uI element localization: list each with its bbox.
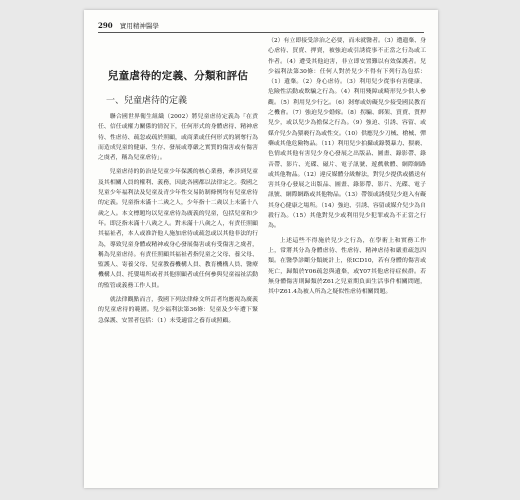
paragraph: 上述這些不得施於兒少之行為，在學術上和實務工作上，常將其分為身體虐待、性虐待、精神虐待和嚴重疏忽四類。在醫學診斷分類統計上，依ICD10，若有身體的傷害或死亡，歸類於Y06疏忽與遺棄，或Y07其他虐待症候群。若無身體傷害則歸類於Z61之兒童期負面生活事件相關問題，其中Z61.4為被人所為之疑似性虐待相關問題。	[268, 237, 426, 296]
paragraph: （2）有立即接受診治之必要，而未就醫者。（3）遭遺棄、身心虐待、買賣、押賣，被強迫或引誘從事不正當之行為或工作者。（4）遭受其他迫害，非立即安置難以有效保護者。兒少福利法第30條：任何人對於兒少不得有下列行為包括：（1）遺棄。（2）身心虐待。（3）利用兒少從事有害健康、危險性活動或欺騙之行為。（4）利用殘障或畸形兒少供人參觀。（5）利用兒少行乞。（6）剝奪或妨礙兒少接受國民教育之機會。（7）強迫兒少婚嫁。（8）拐騙、綁架、買賣、質押兒少，或以兒少為擔保之行為。（9）強迫、引誘、容留、或媒介兒少為猥褻行為或性交。（10）供應兒少刀械、槍械、彈藥或其他危險物品。（11）利用兒少拍攝或錄製暴力、猥褻、色情或其他有害兒少身心發展之出版品、圖畫、錄影帶、錄音帶、影片、光碟、磁片、電子訊號、遊戲軟體、網際網路或其他物品。（12）違反媒體分級辦法，對兒少提供或播送有害其身心發展之出版品、圖畫、錄影帶、影片、光碟、電子訊號、網際網路或其他物品。（13）帶領或誘使兒少進入有礙其身心健康之場所。（14）強迫、引誘、容留或媒介兒少為自殺行為。（15）其他對兒少或利用兒少犯罪或為不正當之行為。	[268, 38, 426, 230]
right-column	[268, 36, 426, 301]
running-header	[98, 20, 424, 33]
book-page	[84, 10, 438, 488]
paragraph: 聯合國世界衛生組織（2002）將兒童虐待定義為「在責任、信任或權力關係的情況下，任何形式的身體虐待、精神虐待、性虐待、疏忽或疏於照顧，或商業或任何形式的剝奪行為而造成兒童的健康、生存、發展或尊嚴之實質的傷害或有傷害之虞者，稱為兒童虐待」。	[98, 114, 258, 162]
paragraph: 就法律觀點而言，我國下列法律條文所訂者均應視為廣義的兒童虐待的範圍。兒少福利法第36條：兒童及少年遭下緊急保護、安置者包括：（1）未受適當之養育或照顧。	[98, 297, 258, 324]
book-title: 實用精神醫學	[119, 22, 159, 30]
left-column	[98, 68, 258, 330]
section-title: 一、兒童虐待的定義	[106, 96, 188, 106]
page-number: 290	[98, 21, 113, 30]
chapter-title: 兒童虐待的定義、分類和評估	[107, 70, 249, 82]
paragraph: 兒童虐待的防治是兒童少年保護的核心業務，牽涉到兒童及其相關人員的權利、義務，因此各國都以法律定之。我國之兒童少年福利法及兒童及青少年性交易防制條例均有兒童虐待的定義。兒童指未滿十二歲之人，少年指十二歲以上未滿十八歲之人。本文標題均以兒童虐待為廣義的兒童，包括兒童和少年。即泛指未滿十八歲之人。對未滿十八歲之人，有責任照顧其福祉者，本人或准許他人施加虐待或疏忽或以其他非法的行為，導致兒童身體或精神或身心發展傷害或有受傷害之虞者，稱為兒童虐待。有責任照顧其福祉者指兒童之父母、養父母、監護人、寄養父母、兒童教養機構人員、教育機構人員、醫療機構人員、托嬰場所或者其他照顧者或任何參與兒童福祉活動的監管或義務工作人員。	[98, 169, 258, 289]
